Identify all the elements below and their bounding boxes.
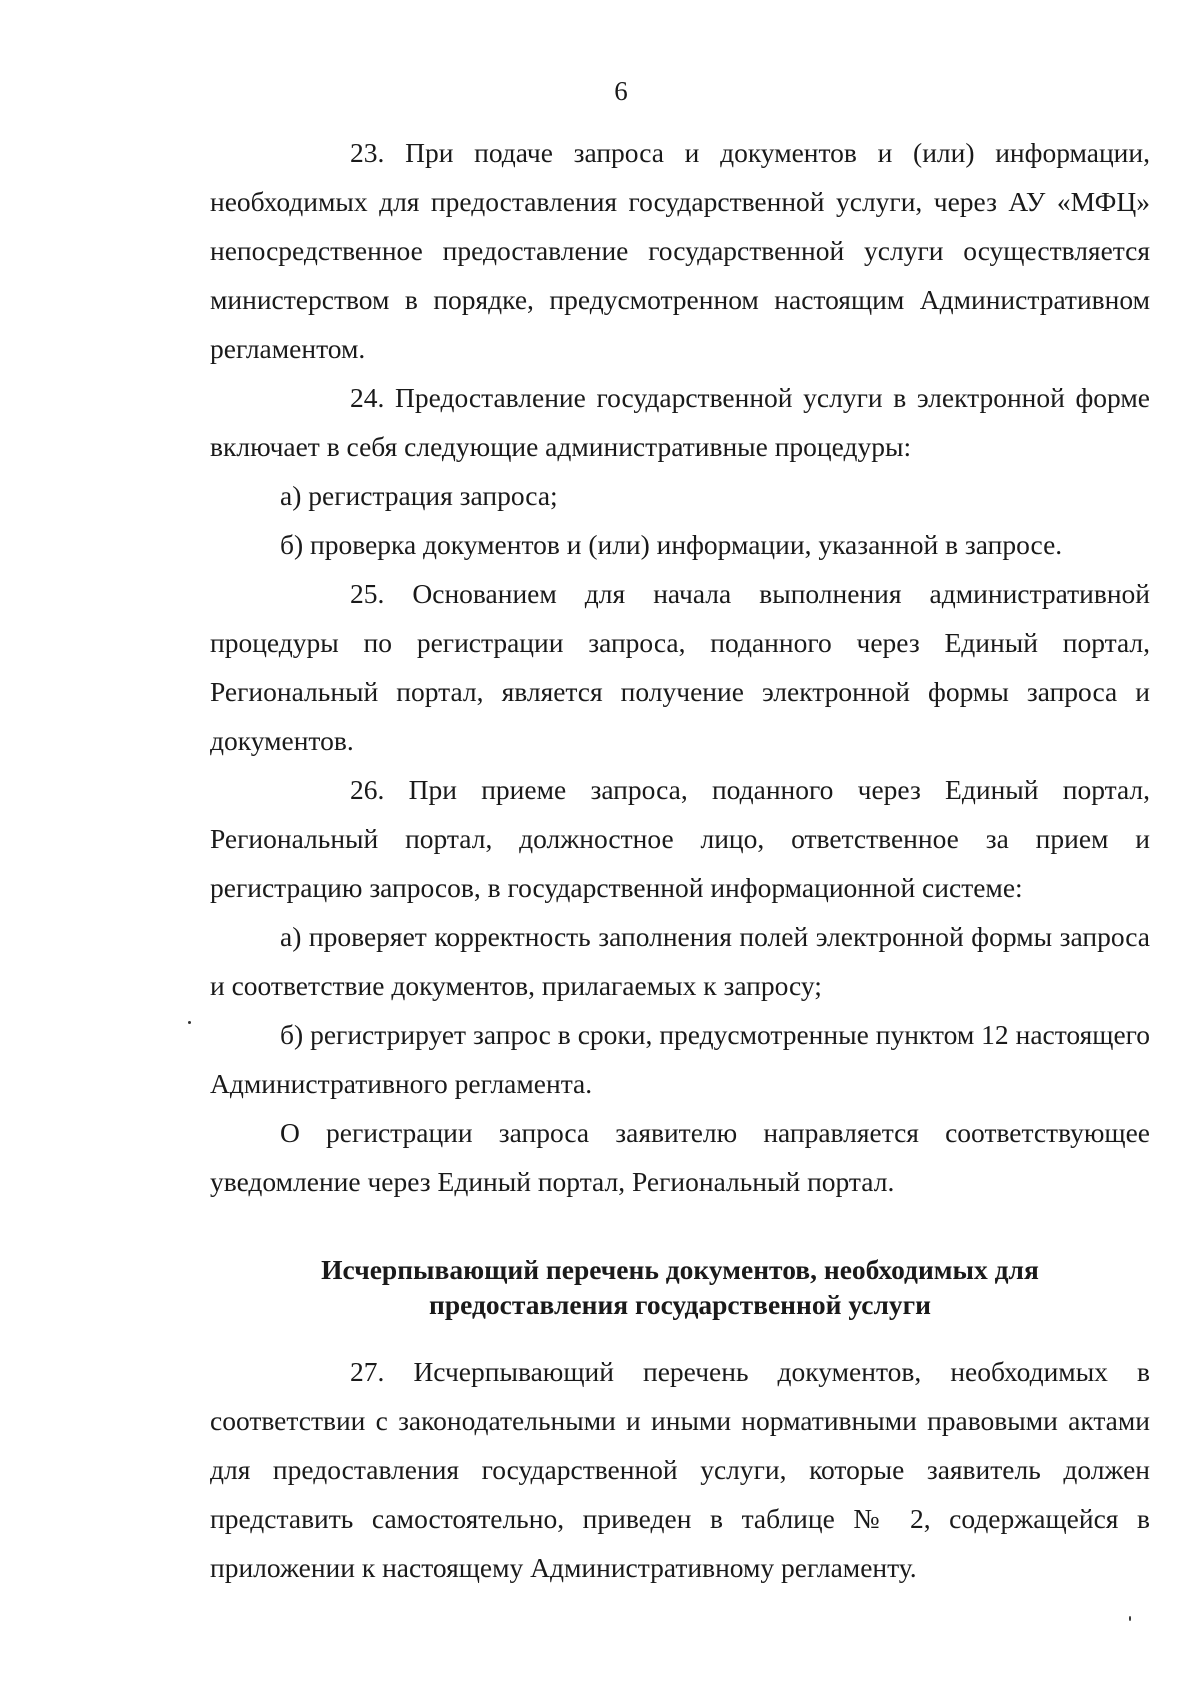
list-item-text: а) регистрация запроса;	[280, 480, 558, 511]
section-heading	[210, 1252, 1150, 1322]
notification-paragraph	[210, 1108, 1150, 1206]
paragraph-number: 24.	[350, 382, 385, 413]
list-item-a	[210, 471, 1150, 520]
list-item-text: б) регистрирует запрос в сроки, предусмотренные пунктом 12 настоящего Административного регламента.	[210, 1019, 1150, 1099]
list-item-text: б) проверка документов и (или) информации, указанной в запросе.	[280, 529, 1063, 560]
list-item-b	[210, 520, 1150, 569]
paragraph-text: При приеме запроса, поданного через Единый портал, Региональный портал, должностное лицо, ответственное за прием и регистрацию запросов, в государственной информационной системе:	[210, 774, 1150, 903]
list-item-a	[210, 912, 1150, 1010]
paragraph-26	[210, 765, 1150, 912]
section-heading-line: предоставления государственной услуги	[429, 1289, 931, 1320]
paragraph-number: 27.	[350, 1356, 385, 1387]
list-item-text: а) проверяет корректность заполнения полей электронной формы запроса и соответствие документов, прилагаемых к запросу;	[210, 921, 1150, 1001]
paragraph-text: Основанием для начала выполнения административной процедуры по регистрации запроса, поданного через Единый портал, Региональный портал, является получение электронной формы запроса и документов.	[210, 578, 1150, 756]
paragraph-23	[210, 128, 1150, 373]
paragraph-27	[210, 1347, 1150, 1592]
paragraph-text: О регистрации запроса заявителю направляется соответствующее уведомление через Единый портал, Региональный портал.	[210, 1117, 1150, 1197]
paragraph-number: 23.	[350, 137, 385, 168]
page-number: 6	[614, 76, 628, 106]
scan-speck	[1129, 1616, 1131, 1621]
paragraph-text: Предоставление государственной услуги в электронной форме включает в себя следующие административные процедуры:	[210, 382, 1150, 462]
paragraph-number: 26.	[350, 774, 385, 805]
list-item-b	[210, 1010, 1150, 1108]
document-body	[210, 128, 1150, 1592]
paragraph-24	[210, 373, 1150, 471]
paragraph-text: Исчерпывающий перечень документов, необходимых в соответствии с законодательными и иными нормативными правовыми актами для предоставления государственной услуги, которые заявитель должен представить самостоятельно, приведен в таблице № 2, содержащейся в приложении к настоящему Административному регламенту.	[210, 1356, 1150, 1583]
scan-speck	[188, 1021, 191, 1024]
paragraph-text: При подаче запроса и документов и (или) информации, необходимых для предоставления государственной услуги, через АУ «МФЦ» непосредственное предоставление государственной услуги осуществляется министерством в порядке, предусмотренном настоящим Административном регламентом.	[210, 137, 1150, 364]
paragraph-number: 25.	[350, 578, 385, 609]
section-heading-line: Исчерпывающий перечень документов, необходимых для	[321, 1254, 1039, 1285]
paragraph-25	[210, 569, 1150, 765]
